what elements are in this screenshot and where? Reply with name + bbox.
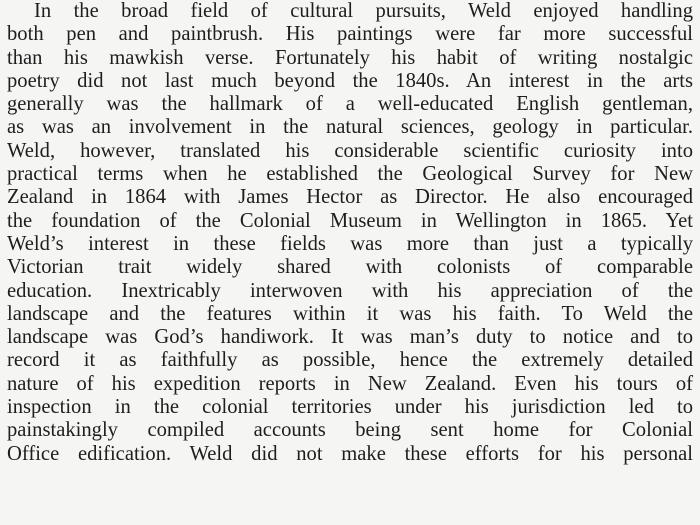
text-line: Victorian trait widely shared with colonists of comparable: [7, 256, 693, 279]
text-line: Zealand in 1864 with James Hector as Director. He also encouraged: [7, 186, 693, 209]
body-paragraph: [7, 0, 693, 466]
text-line: generally was the hallmark of a well-educated English gentleman,: [7, 93, 693, 116]
text-line: than his mawkish verse. Fortunately his habit of writing nostalgic: [7, 46, 693, 69]
text-line: nature of his expedition reports in New Zealand. Even his tours of: [7, 372, 693, 395]
text-line: the foundation of the Colonial Museum in Wellington in 1865. Yet: [7, 209, 693, 232]
text-line: landscape and the features within it was his faith. To Weld the: [7, 302, 693, 325]
text-line: inspection in the colonial territories under his jurisdiction led to: [7, 396, 693, 419]
text-line: Office edification. Weld did not make these efforts for his personal: [7, 442, 693, 465]
text-line: Weld, however, translated his considerable scientific curiosity into: [7, 139, 693, 162]
text-line: practical terms when he established the Geological Survey for New: [7, 163, 693, 186]
text-line: poetry did not last much beyond the 1840s. An interest in the arts: [7, 69, 693, 92]
text-line: education. Inextricably interwoven with his appreciation of the: [7, 279, 693, 302]
text-line: In the broad field of cultural pursuits, Weld enjoyed handling: [34, 0, 693, 22]
text-line: landscape was God’s handiwork. It was man’s duty to notice and to: [7, 326, 693, 349]
text-line: both pen and paintbrush. His paintings were far more successful: [7, 23, 693, 46]
text-line: record it as faithfully as possible, hence the extremely detailed: [7, 349, 693, 372]
text-line: as was an involvement in the natural sciences, geology in particular.: [7, 116, 693, 139]
text-line: Weld’s interest in these fields was more than just a typically: [7, 232, 693, 255]
text-line: painstakingly compiled accounts being sent home for Colonial: [7, 419, 693, 442]
